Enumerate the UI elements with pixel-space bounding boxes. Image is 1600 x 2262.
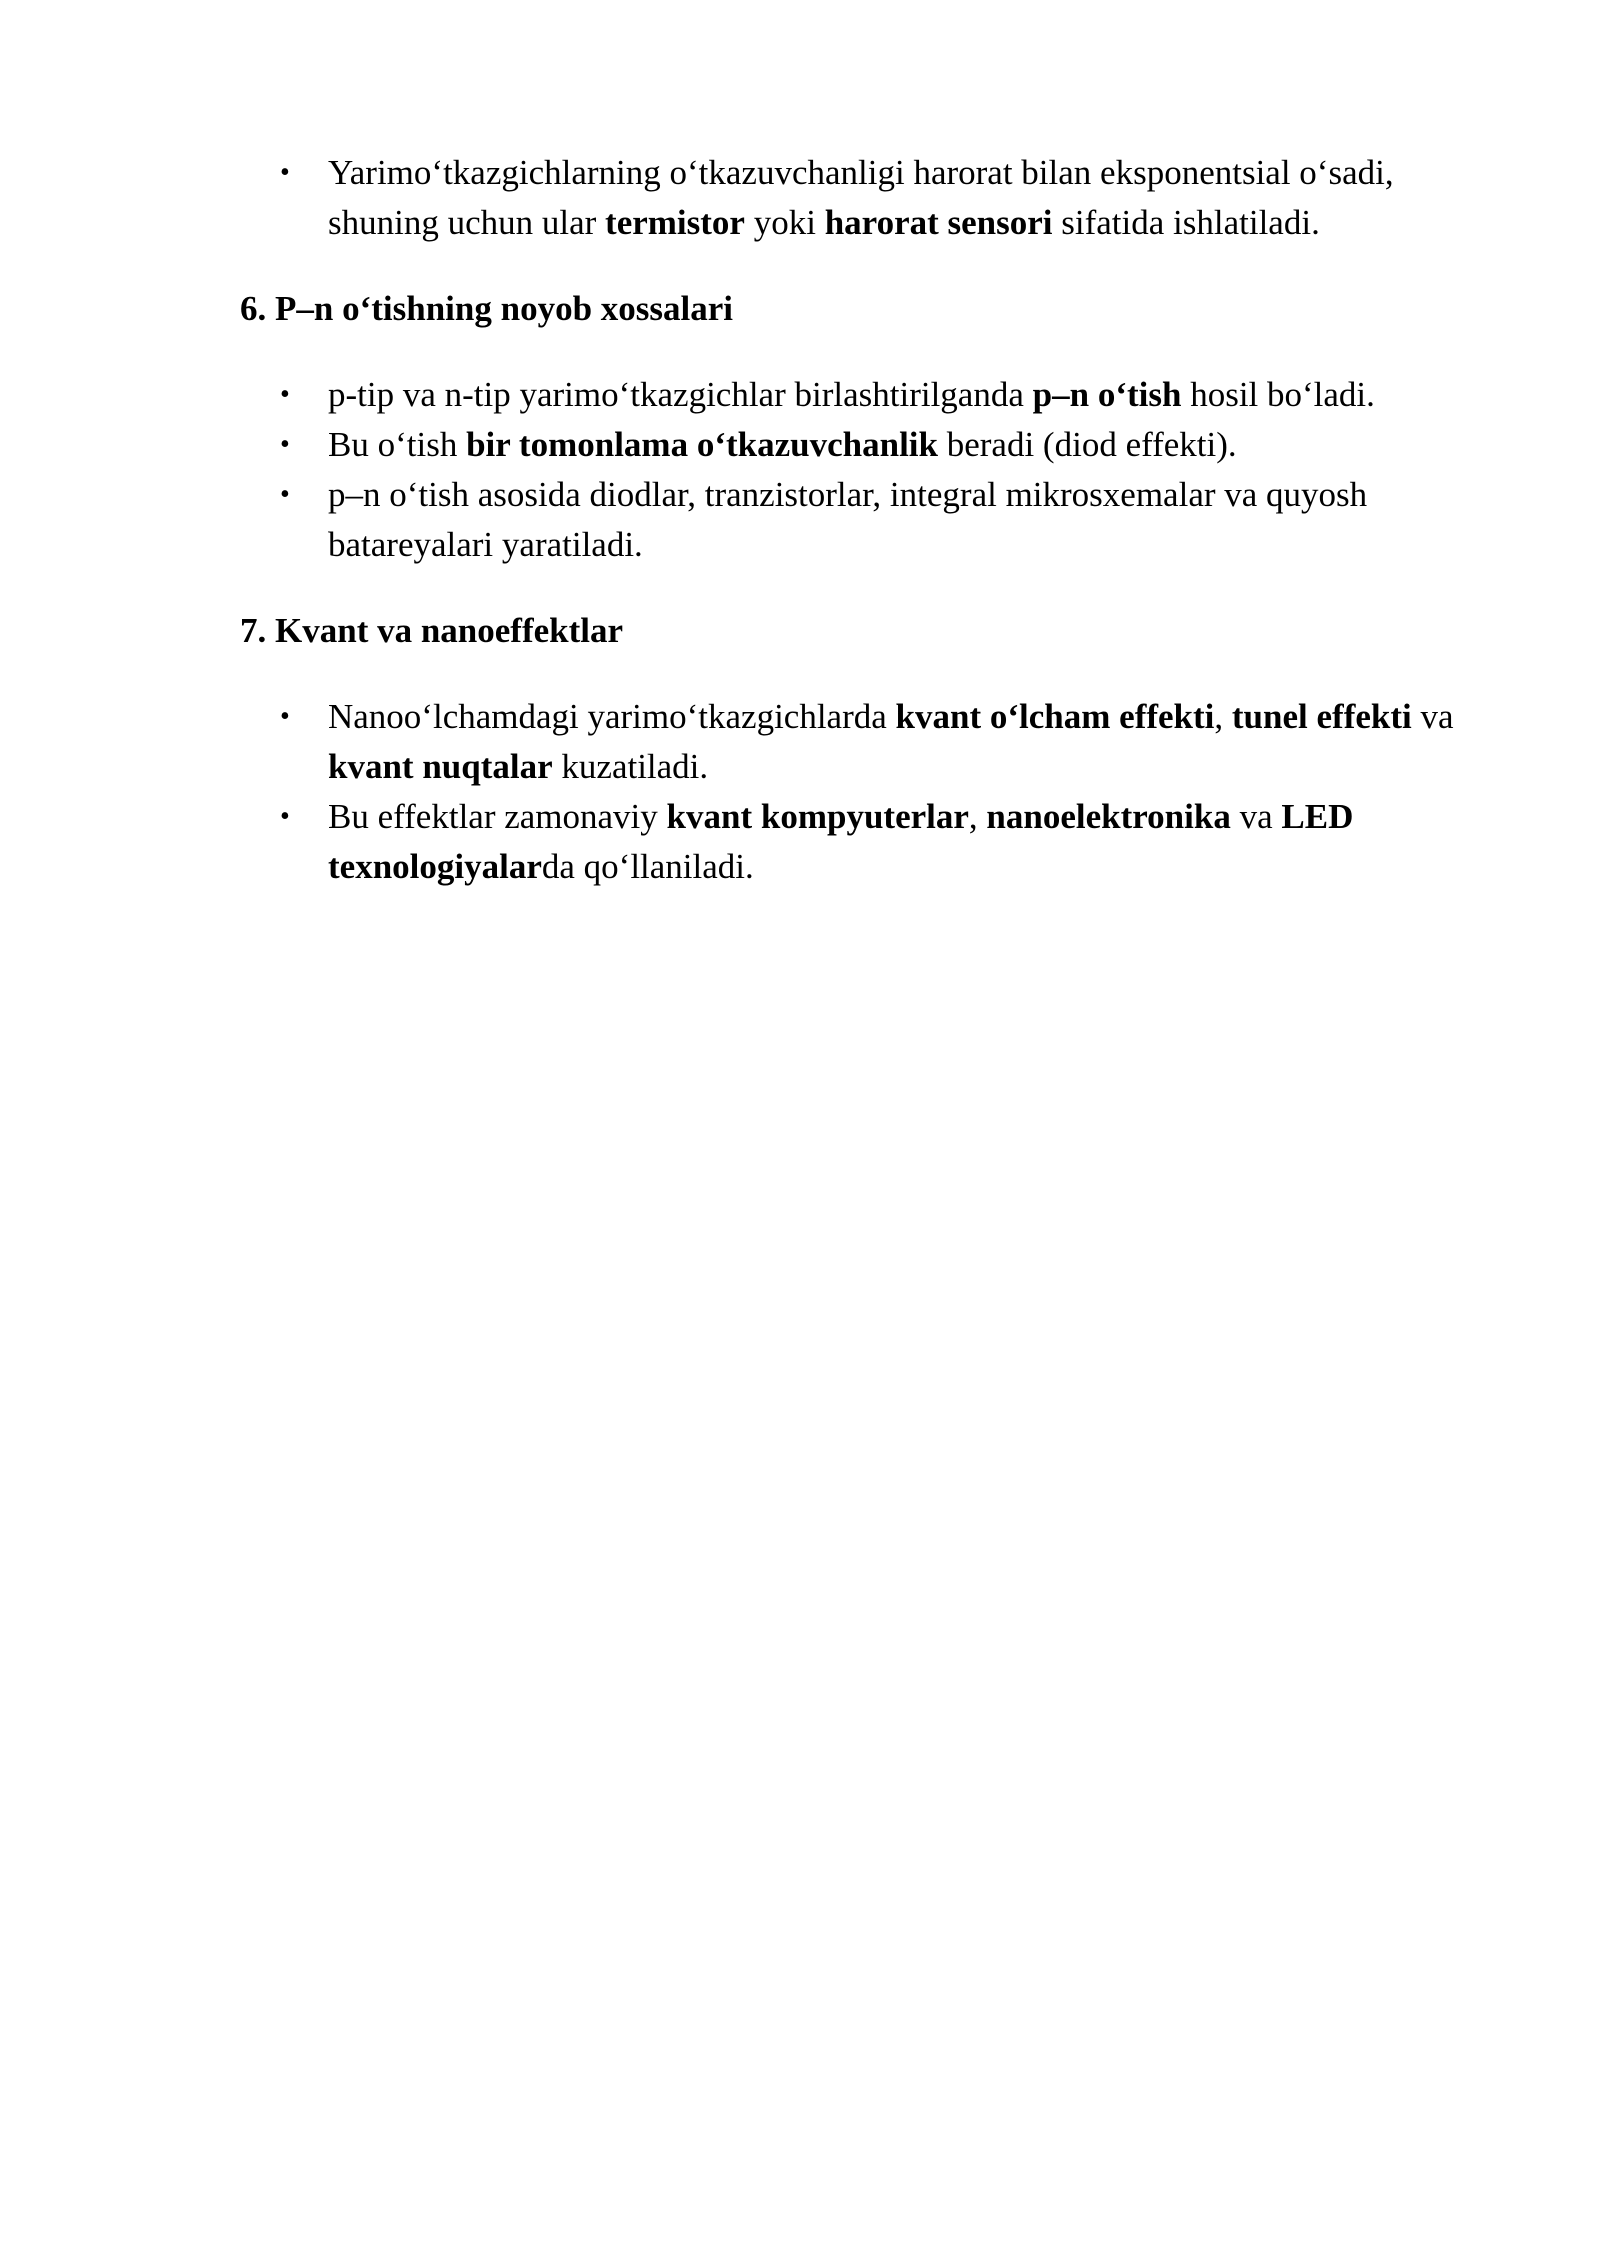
list-item: • Bu o‘tish bir tomonlama o‘tkazuvchanlik beradi (diod effekti). (240, 420, 1500, 470)
bullet-icon: • (280, 479, 290, 510)
bullet-icon: • (280, 379, 290, 410)
section-6-list (240, 370, 1500, 570)
list-item: • p–n o‘tish asosida diodlar, tranzistorlar, integral mikrosxemalar va quyosh batareyalari yaratiladi. (240, 470, 1500, 570)
intro-list (240, 148, 1500, 248)
bullet-icon: • (280, 157, 290, 188)
list-item: • Bu effektlar zamonaviy kvant kompyuterlar, nanoelektronika va LED texnologiyalarda qo‘llaniladi. (240, 792, 1500, 892)
section-heading-7: 7. Kvant va nanoeffektlar (240, 611, 624, 650)
section-heading-6: 6. P–n o‘tishning noyob xossalari (240, 289, 734, 328)
list-item: • Yarimo‘tkazgichlarning o‘tkazuvchanligi harorat bilan eksponentsial o‘sadi, shuning uchun ular termistor yoki harorat sensori sifatida ishlatiladi. (240, 148, 1500, 248)
section-7-list (240, 692, 1500, 892)
document-content (240, 148, 1500, 892)
bullet-icon: • (280, 429, 290, 460)
bullet-icon: • (280, 801, 290, 832)
bullet-icon: • (280, 701, 290, 732)
list-item: • p-tip va n-tip yarimo‘tkazgichlar birlashtirilganda p–n o‘tish hosil bo‘ladi. (240, 370, 1500, 420)
list-item: • Nanoo‘lchamdagi yarimo‘tkazgichlarda kvant o‘lcham effekti, tunel effekti va kvant nuqtalar kuzatiladi. (240, 692, 1500, 792)
